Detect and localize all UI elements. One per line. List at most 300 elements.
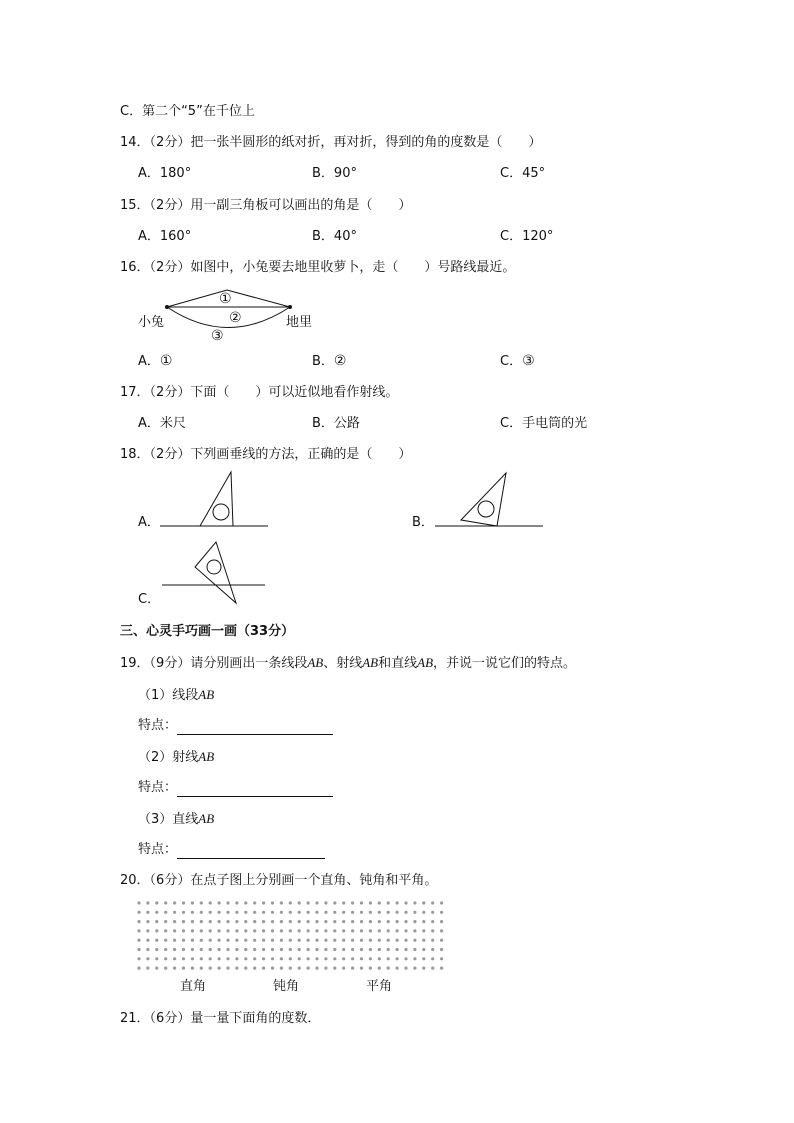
grid-dot xyxy=(378,920,381,923)
grid-dot xyxy=(413,957,416,960)
q17-option-a: A．米尺 xyxy=(138,416,186,431)
grid-dot xyxy=(413,911,416,914)
q16-option-b-prefix: B． xyxy=(312,354,334,369)
q19-stem-ab-1: AB xyxy=(307,655,324,670)
grid-dot xyxy=(342,948,345,951)
q19-stem-mid-1: 、射线 xyxy=(323,656,363,671)
grid-dot xyxy=(413,920,416,923)
grid-dot xyxy=(262,929,265,932)
q14-stem: 14．（2分）把一张半圆形的纸对折，再对折，得到的角的度数是（ ） xyxy=(120,135,542,150)
grid-dot xyxy=(226,967,229,970)
grid-dot xyxy=(191,967,194,970)
grid-dot xyxy=(324,929,327,932)
grid-dot xyxy=(342,929,345,932)
grid-dot xyxy=(146,911,149,914)
grid-dot xyxy=(182,920,185,923)
grid-dot xyxy=(342,957,345,960)
q19-stem-prefix: 19．（9分）请分别画出一条线段 xyxy=(120,656,308,671)
grid-dot xyxy=(378,929,381,932)
grid-dot xyxy=(235,929,238,932)
grid-dot xyxy=(289,948,292,951)
grid-dot xyxy=(182,901,185,904)
grid-dot xyxy=(369,948,372,951)
grid-dot xyxy=(324,901,327,904)
grid-dot xyxy=(333,901,336,904)
grid-dot xyxy=(387,957,390,960)
grid-dot xyxy=(324,911,327,914)
grid-dot xyxy=(235,939,238,942)
grid-dot xyxy=(271,948,274,951)
grid-dot xyxy=(351,948,354,951)
q20-label-right-angle: 直角 xyxy=(180,979,207,994)
grid-dot xyxy=(280,967,283,970)
grid-dot xyxy=(378,911,381,914)
grid-dot xyxy=(173,939,176,942)
set-square-a-hole xyxy=(213,504,229,520)
grid-dot xyxy=(146,957,149,960)
grid-dot xyxy=(440,901,443,904)
set-square-c-hole xyxy=(207,560,221,574)
grid-dot xyxy=(226,929,229,932)
grid-dot xyxy=(218,929,221,932)
grid-dot xyxy=(164,939,167,942)
q14-option-c: C．45° xyxy=(500,166,546,181)
grid-dot xyxy=(351,939,354,942)
grid-dot xyxy=(298,901,301,904)
route-diagram xyxy=(130,284,330,344)
grid-dot xyxy=(333,957,336,960)
grid-dot xyxy=(218,939,221,942)
grid-dot xyxy=(137,939,140,942)
dot-grid[interactable] xyxy=(133,897,453,977)
grid-dot xyxy=(440,948,443,951)
grid-dot xyxy=(200,929,203,932)
grid-dot xyxy=(360,901,363,904)
q16-option-a-mark: ① xyxy=(159,353,173,369)
grid-dot xyxy=(271,901,274,904)
grid-dot xyxy=(137,920,140,923)
grid-dot xyxy=(431,967,434,970)
grid-dot xyxy=(271,911,274,914)
grid-dot xyxy=(333,948,336,951)
grid-dot xyxy=(333,920,336,923)
grid-dot xyxy=(324,948,327,951)
q14-option-b: B．90° xyxy=(312,166,357,181)
grid-dot xyxy=(137,929,140,932)
grid-dot xyxy=(351,920,354,923)
grid-dot xyxy=(289,957,292,960)
q19-stem-ab-2: AB xyxy=(362,655,379,670)
q19-part-2-answer-blank[interactable] xyxy=(177,782,333,797)
grid-dot xyxy=(146,967,149,970)
grid-dot xyxy=(209,911,212,914)
grid-dot xyxy=(396,901,399,904)
grid-dot xyxy=(209,967,212,970)
q19-part-1-feature xyxy=(138,717,333,735)
route-1-label: ① xyxy=(219,291,232,307)
grid-dot xyxy=(244,967,247,970)
grid-dot xyxy=(244,939,247,942)
grid-dot xyxy=(253,929,256,932)
q19-part-2-text: （2）射线 xyxy=(138,750,199,765)
grid-dot xyxy=(200,967,203,970)
grid-dot xyxy=(431,929,434,932)
q19-part-2-feature xyxy=(138,779,333,797)
grid-dot xyxy=(315,920,318,923)
grid-dot xyxy=(218,957,221,960)
grid-dot xyxy=(209,920,212,923)
grid-dot xyxy=(351,967,354,970)
q17-option-b: B．公路 xyxy=(312,416,360,431)
grid-dot xyxy=(413,948,416,951)
set-square-b xyxy=(461,473,506,526)
grid-dot xyxy=(315,901,318,904)
grid-dot xyxy=(271,967,274,970)
grid-dot xyxy=(137,948,140,951)
grid-dot xyxy=(182,911,185,914)
grid-dot xyxy=(333,929,336,932)
grid-dot xyxy=(422,939,425,942)
grid-dot xyxy=(396,939,399,942)
grid-dot xyxy=(431,957,434,960)
grid-dot xyxy=(307,948,310,951)
grid-dot xyxy=(137,901,140,904)
grid-dot xyxy=(387,920,390,923)
grid-dot xyxy=(191,929,194,932)
q19-part-3-feature-label: 特点： xyxy=(138,842,178,857)
grid-dot xyxy=(404,929,407,932)
grid-dot xyxy=(431,920,434,923)
grid-dot xyxy=(307,901,310,904)
grid-dot xyxy=(173,957,176,960)
grid-dot xyxy=(244,957,247,960)
grid-dot xyxy=(280,939,283,942)
grid-dot xyxy=(404,901,407,904)
grid-dot xyxy=(333,967,336,970)
grid-dot xyxy=(298,948,301,951)
q20-label-obtuse-angle: 钝角 xyxy=(273,979,300,994)
grid-dot xyxy=(218,967,221,970)
grid-dot xyxy=(146,939,149,942)
grid-dot xyxy=(155,929,158,932)
grid-dot xyxy=(431,948,434,951)
grid-dot xyxy=(333,911,336,914)
grid-dot xyxy=(369,911,372,914)
grid-dot xyxy=(155,948,158,951)
grid-dot xyxy=(404,939,407,942)
q15-stem: 15．（2分）用一副三角板可以画出的角是（ ） xyxy=(120,198,412,213)
grid-dot xyxy=(396,920,399,923)
grid-dot xyxy=(280,929,283,932)
q19-stem-mid-2: 和直线 xyxy=(378,656,418,671)
q17-stem: 17．（2分）下面（ ）可以近似地看作射线。 xyxy=(120,385,399,400)
grid-dot xyxy=(164,920,167,923)
grid-dot xyxy=(413,929,416,932)
q18-option-b-label: B． xyxy=(412,515,434,530)
grid-dot xyxy=(289,967,292,970)
grid-dot xyxy=(280,948,283,951)
grid-dot xyxy=(351,911,354,914)
q19-part-1-ab: AB xyxy=(198,687,215,702)
grid-dot xyxy=(146,901,149,904)
grid-dot xyxy=(289,920,292,923)
q18-option-a-figure xyxy=(160,468,280,528)
grid-dot xyxy=(271,929,274,932)
grid-dot xyxy=(137,967,140,970)
grid-dot xyxy=(298,929,301,932)
grid-dot xyxy=(387,929,390,932)
grid-dot xyxy=(440,967,443,970)
grid-dot xyxy=(324,939,327,942)
grid-dot xyxy=(342,920,345,923)
grid-dot xyxy=(307,967,310,970)
grid-dot xyxy=(262,967,265,970)
q18-option-c-label: C． xyxy=(138,592,161,607)
start-label: 小兔 xyxy=(138,315,165,330)
grid-dot xyxy=(164,957,167,960)
grid-dot xyxy=(146,948,149,951)
grid-dot xyxy=(360,957,363,960)
grid-dot xyxy=(404,911,407,914)
route-3-label: ③ xyxy=(211,328,224,344)
q19-part-2-ab: AB xyxy=(198,749,215,764)
grid-dot xyxy=(209,948,212,951)
grid-dot xyxy=(404,957,407,960)
grid-dot xyxy=(164,901,167,904)
grid-dot xyxy=(396,929,399,932)
grid-dot xyxy=(298,920,301,923)
grid-dot xyxy=(315,929,318,932)
grid-dot xyxy=(404,920,407,923)
q19-part-3-feature xyxy=(138,841,325,859)
grid-dot xyxy=(378,901,381,904)
grid-dot xyxy=(226,948,229,951)
grid-dot xyxy=(387,948,390,951)
grid-dot xyxy=(244,929,247,932)
grid-dot xyxy=(360,911,363,914)
grid-dot xyxy=(333,939,336,942)
grid-dot xyxy=(253,939,256,942)
q19-stem xyxy=(120,654,576,673)
grid-dot xyxy=(360,948,363,951)
q15-option-b: B．40° xyxy=(312,229,357,244)
grid-dot xyxy=(200,957,203,960)
grid-dot xyxy=(262,948,265,951)
grid-dot xyxy=(422,948,425,951)
grid-dot xyxy=(262,957,265,960)
q16-option-a-prefix: A． xyxy=(138,354,160,369)
grid-dot xyxy=(324,957,327,960)
q20-stem: 20．（6分）在点子图上分别画一个直角、钝角和平角。 xyxy=(120,873,438,888)
grid-dot xyxy=(298,967,301,970)
grid-dot xyxy=(191,939,194,942)
grid-dot xyxy=(440,957,443,960)
grid-dot xyxy=(422,920,425,923)
q18-option-b-figure xyxy=(435,468,555,528)
grid-dot xyxy=(244,911,247,914)
grid-dot xyxy=(253,967,256,970)
grid-dot xyxy=(155,957,158,960)
grid-dot xyxy=(226,901,229,904)
grid-dot xyxy=(218,901,221,904)
grid-dot xyxy=(271,957,274,960)
q19-part-1-answer-blank[interactable] xyxy=(177,720,333,735)
grid-dot xyxy=(369,939,372,942)
grid-dot xyxy=(155,920,158,923)
q18-stem: 18．（2分）下列画垂线的方法，正确的是（ ） xyxy=(120,447,412,462)
grid-dot xyxy=(396,957,399,960)
grid-dot xyxy=(342,911,345,914)
grid-dot xyxy=(200,948,203,951)
grid-dot xyxy=(413,901,416,904)
grid-dot xyxy=(342,939,345,942)
grid-dot xyxy=(307,939,310,942)
grid-dot xyxy=(173,901,176,904)
grid-dot xyxy=(253,957,256,960)
grid-dot xyxy=(218,920,221,923)
q18-option-c-figure xyxy=(160,538,280,608)
grid-dot xyxy=(280,920,283,923)
grid-dot xyxy=(360,929,363,932)
q19-part-3-label xyxy=(138,810,214,829)
q16-option-c-mark: ③ xyxy=(522,353,535,369)
grid-dot xyxy=(387,911,390,914)
grid-dot xyxy=(280,911,283,914)
grid-dot xyxy=(378,967,381,970)
grid-dot xyxy=(253,948,256,951)
grid-dot xyxy=(137,911,140,914)
grid-dot xyxy=(155,939,158,942)
grid-dot xyxy=(209,901,212,904)
grid-dot xyxy=(218,948,221,951)
grid-dot xyxy=(307,929,310,932)
grid-dot xyxy=(155,911,158,914)
grid-dot xyxy=(378,957,381,960)
grid-dot xyxy=(413,967,416,970)
grid-dot xyxy=(422,901,425,904)
grid-dot xyxy=(413,939,416,942)
grid-dot xyxy=(155,901,158,904)
grid-dot xyxy=(369,929,372,932)
q13-option-c: C．第二个“5”在千位上 xyxy=(120,104,255,119)
grid-dot xyxy=(396,911,399,914)
grid-dot xyxy=(235,957,238,960)
grid-dot xyxy=(200,920,203,923)
grid-dot xyxy=(271,939,274,942)
grid-dot xyxy=(422,957,425,960)
grid-dot xyxy=(369,920,372,923)
q19-part-3-text: （3）直线 xyxy=(138,812,199,827)
grid-dot xyxy=(298,911,301,914)
q20-label-straight-angle: 平角 xyxy=(366,979,393,994)
grid-dot xyxy=(387,901,390,904)
grid-dot xyxy=(173,948,176,951)
grid-dot xyxy=(137,957,140,960)
grid-dot xyxy=(431,939,434,942)
grid-dot xyxy=(226,911,229,914)
grid-dot xyxy=(324,920,327,923)
grid-dot xyxy=(200,901,203,904)
grid-dot xyxy=(262,939,265,942)
grid-dot xyxy=(369,901,372,904)
q19-part-3-ab: AB xyxy=(198,811,215,826)
grid-dot xyxy=(218,911,221,914)
grid-dot xyxy=(182,957,185,960)
start-point xyxy=(165,305,169,309)
grid-dot xyxy=(378,939,381,942)
grid-dot xyxy=(173,911,176,914)
grid-dot xyxy=(191,911,194,914)
grid-dot xyxy=(360,939,363,942)
grid-dot xyxy=(226,957,229,960)
grid-dot xyxy=(307,911,310,914)
grid-dot xyxy=(307,920,310,923)
grid-dot xyxy=(146,929,149,932)
section-3-title: 三、心灵手巧画一画（33分） xyxy=(120,624,295,639)
grid-dot xyxy=(262,911,265,914)
grid-dot xyxy=(235,948,238,951)
grid-dot xyxy=(253,901,256,904)
grid-dot xyxy=(173,967,176,970)
grid-dot xyxy=(289,911,292,914)
grid-dot xyxy=(262,901,265,904)
grid-dot xyxy=(289,939,292,942)
grid-dot xyxy=(431,901,434,904)
grid-dot xyxy=(235,967,238,970)
grid-dot xyxy=(182,939,185,942)
q19-part-1-text: （1）线段 xyxy=(138,688,199,703)
grid-dot xyxy=(315,957,318,960)
grid-dot xyxy=(431,911,434,914)
grid-dot xyxy=(369,967,372,970)
end-label: 地里 xyxy=(286,315,313,330)
q19-stem-suffix: ，并说一说它们的特点。 xyxy=(433,656,577,671)
grid-dot xyxy=(378,948,381,951)
grid-dot xyxy=(315,939,318,942)
end-point xyxy=(288,305,292,309)
grid-dot xyxy=(422,929,425,932)
grid-dot xyxy=(244,948,247,951)
set-square-b-hole xyxy=(478,501,494,517)
grid-dot xyxy=(191,920,194,923)
q16-option-a xyxy=(138,352,172,371)
grid-dot xyxy=(422,967,425,970)
q19-stem-ab-3: AB xyxy=(417,655,434,670)
grid-dot xyxy=(280,957,283,960)
grid-dot xyxy=(351,929,354,932)
grid-dot xyxy=(396,948,399,951)
q19-part-3-answer-blank[interactable] xyxy=(177,844,325,859)
grid-dot xyxy=(298,957,301,960)
q19-part-2-feature-label: 特点： xyxy=(138,780,178,795)
grid-dot xyxy=(235,901,238,904)
grid-dot xyxy=(404,967,407,970)
grid-dot xyxy=(244,920,247,923)
grid-dot xyxy=(440,911,443,914)
q16-stem: 16．（2分）如图中，小兔要去地里收萝卜，走（ ）号路线最近。 xyxy=(120,260,516,275)
grid-dot xyxy=(351,957,354,960)
grid-dot xyxy=(369,957,372,960)
grid-dot xyxy=(342,967,345,970)
grid-dot xyxy=(173,929,176,932)
grid-dot xyxy=(164,911,167,914)
grid-dot xyxy=(173,920,176,923)
q19-part-1-label xyxy=(138,686,214,705)
grid-dot xyxy=(253,920,256,923)
grid-dot xyxy=(164,948,167,951)
grid-dot xyxy=(155,967,158,970)
grid-dot xyxy=(422,911,425,914)
